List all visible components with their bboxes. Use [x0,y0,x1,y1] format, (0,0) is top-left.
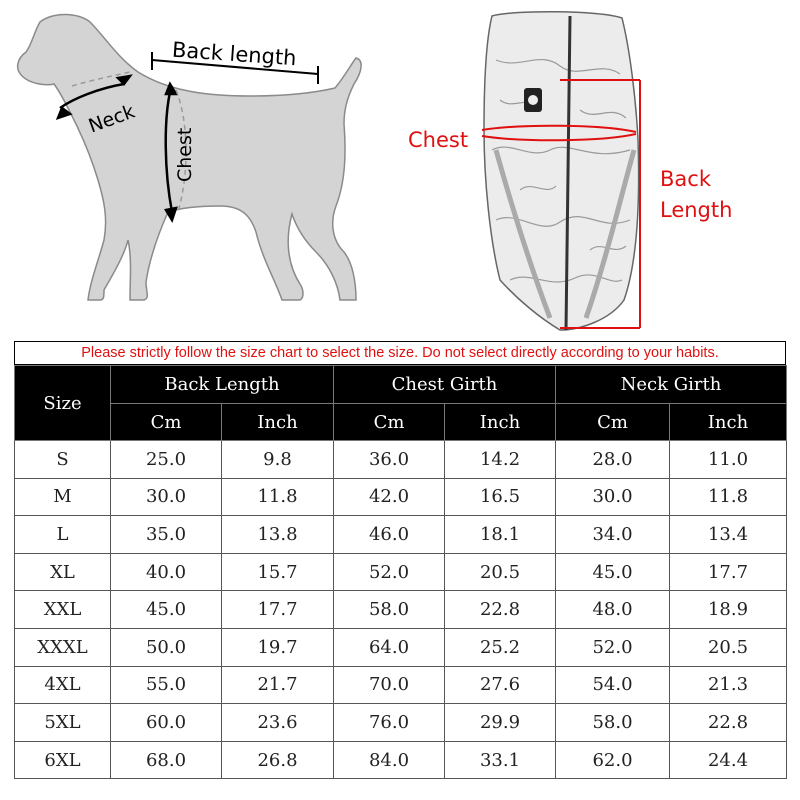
table-cell: 17.7 [670,553,787,591]
table-cell: 76.0 [334,704,445,742]
size-cell: M [15,478,111,516]
table-cell: 33.1 [445,741,556,779]
table-cell: 30.0 [111,478,222,516]
table-cell: 9.8 [222,441,334,479]
illustration-area [0,0,800,340]
table-row [15,704,787,742]
neck-girth-header: Neck Girth [556,366,787,404]
size-cell: L [15,516,111,554]
back-length-header: Back Length [111,366,334,404]
table-cell: 25.2 [445,628,556,666]
table-cell: 28.0 [556,441,670,479]
table-cell: 25.0 [111,441,222,479]
table-cell: 22.8 [445,591,556,629]
table-cell: 20.5 [445,553,556,591]
table-row [15,741,787,779]
table-cell: 62.0 [556,741,670,779]
table-cell: 24.4 [670,741,787,779]
table-cell: 13.8 [222,516,334,554]
unit-header: Cm [556,404,670,441]
table-cell: 13.4 [670,516,787,554]
table-cell: 58.0 [556,704,670,742]
table-cell: 29.9 [445,704,556,742]
table-row [15,553,787,591]
table-cell: 48.0 [556,591,670,629]
size-cell: XL [15,553,111,591]
table-cell: 18.9 [670,591,787,629]
table-cell: 26.8 [222,741,334,779]
table-cell: 35.0 [111,516,222,554]
table-row [15,591,787,629]
unit-header: Cm [111,404,222,441]
table-row [15,478,787,516]
table-cell: 11.8 [222,478,334,516]
table-cell: 21.7 [222,666,334,704]
table-cell: 70.0 [334,666,445,704]
table-cell: 30.0 [556,478,670,516]
table-cell: 46.0 [334,516,445,554]
size-chart-table [14,365,787,779]
table-cell: 64.0 [334,628,445,666]
size-notice: Please strictly follow the size chart to select the size. Do not select directly according to your habits. [14,341,786,365]
coat-chest-label: Chest [408,128,469,152]
size-cell: XXXL [15,628,111,666]
coat-back-length-label-line2: Length [660,198,733,222]
table-cell: 11.8 [670,478,787,516]
table-row [15,628,787,666]
unit-header: Inch [670,404,787,441]
table-row [15,666,787,704]
table-cell: 45.0 [556,553,670,591]
coat-back-length-label-line1: Back [660,167,711,191]
table-cell: 68.0 [111,741,222,779]
table-header-row [15,366,787,404]
table-cell: 16.5 [445,478,556,516]
table-cell: 50.0 [111,628,222,666]
chest-girth-header: Chest Girth [334,366,556,404]
table-cell: 20.5 [670,628,787,666]
size-cell: 6XL [15,741,111,779]
table-cell: 27.6 [445,666,556,704]
table-row [15,441,787,479]
table-cell: 22.8 [670,704,787,742]
table-cell: 11.0 [670,441,787,479]
table-cell: 42.0 [334,478,445,516]
neck-label: Neck [85,100,138,138]
unit-header: Inch [222,404,334,441]
table-cell: 52.0 [334,553,445,591]
size-cell: 5XL [15,704,111,742]
size-cell: S [15,441,111,479]
table-cell: 18.1 [445,516,556,554]
chest-label: Chest [174,127,196,182]
table-cell: 19.7 [222,628,334,666]
table-cell: 23.6 [222,704,334,742]
table-cell: 36.0 [334,441,445,479]
unit-header: Cm [334,404,445,441]
table-cell: 34.0 [556,516,670,554]
unit-header: Inch [445,404,556,441]
table-cell: 60.0 [111,704,222,742]
table-cell: 55.0 [111,666,222,704]
table-cell: 58.0 [334,591,445,629]
dog-coat-illustration [400,0,800,340]
table-row [15,516,787,554]
table-cell: 14.2 [445,441,556,479]
table-cell: 17.7 [222,591,334,629]
table-cell: 54.0 [556,666,670,704]
table-cell: 15.7 [222,553,334,591]
table-cell: 84.0 [334,741,445,779]
size-cell: XXL [15,591,111,629]
table-cell: 21.3 [670,666,787,704]
table-cell: 52.0 [556,628,670,666]
back-length-label: Back length [171,37,298,71]
table-cell: 45.0 [111,591,222,629]
table-unit-row [15,404,787,441]
size-cell: 4XL [15,666,111,704]
size-column-header: Size [15,366,111,441]
table-cell: 40.0 [111,553,222,591]
